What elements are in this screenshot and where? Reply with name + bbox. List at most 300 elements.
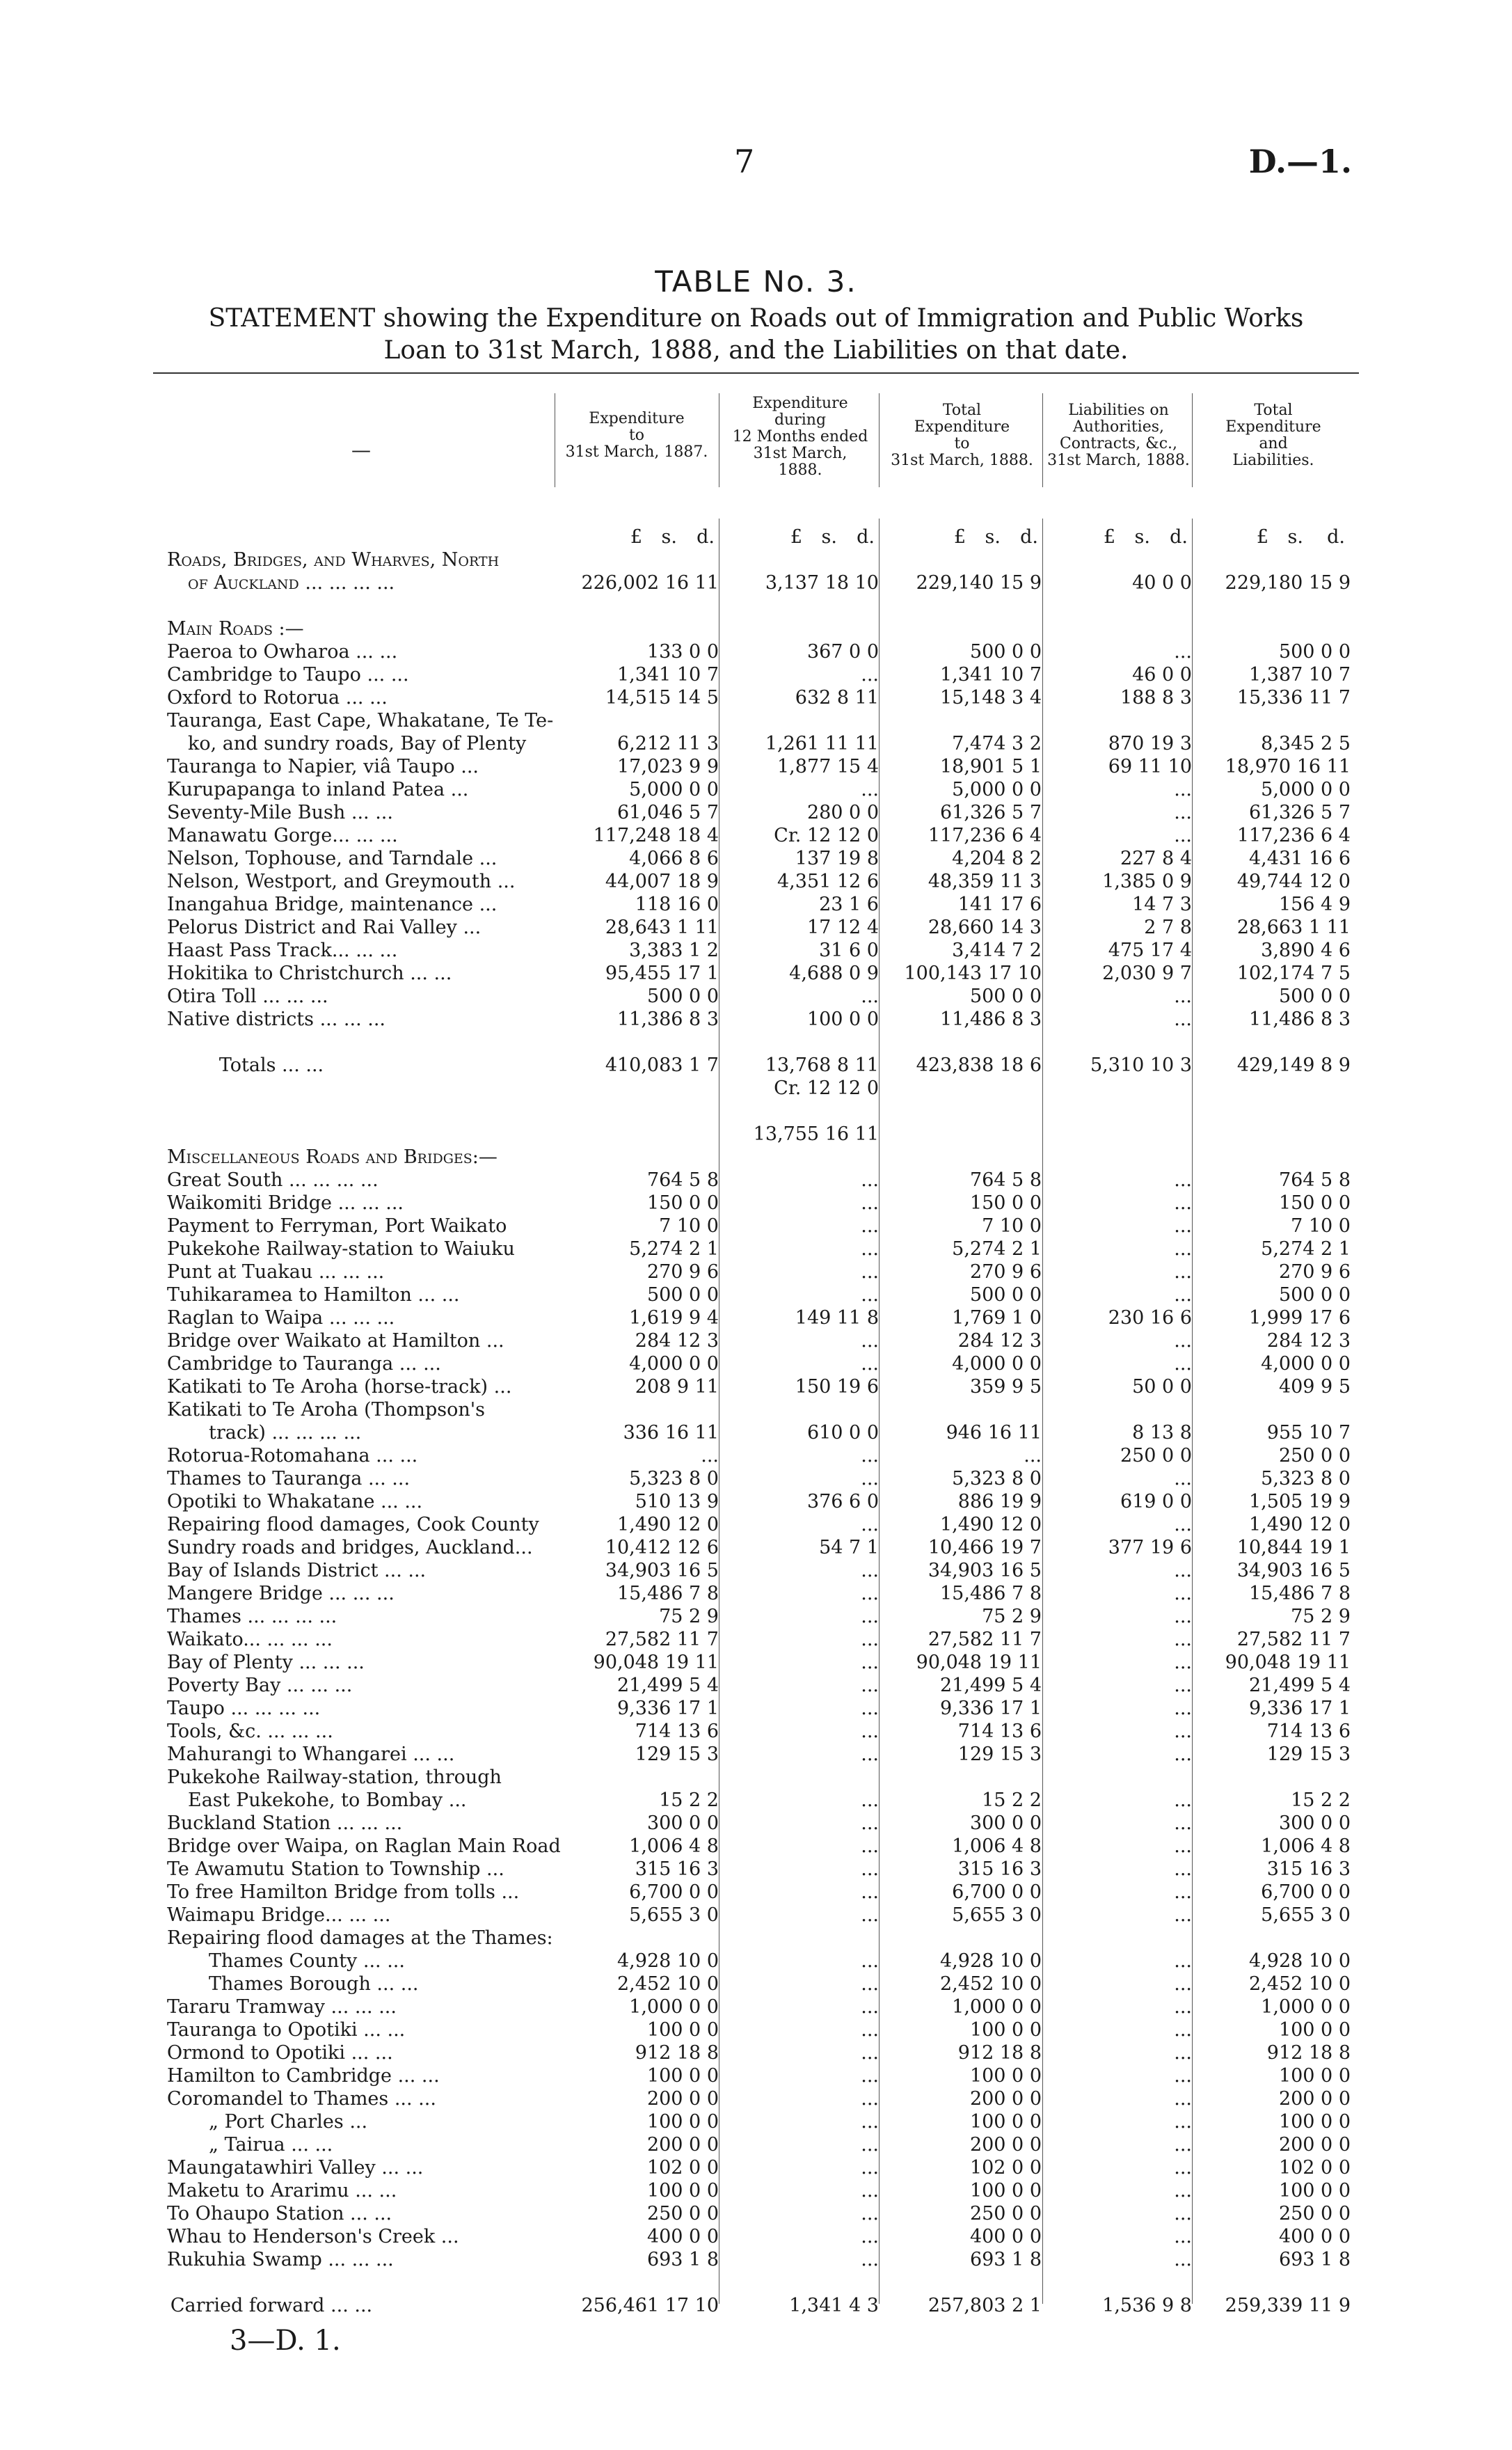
amount-c3: 61,326 5 7 (940, 802, 1042, 823)
row-description: Nelson, Tophouse, and Tarndale ... (167, 848, 498, 869)
pound-unit: £ (790, 526, 802, 548)
amount-c4: ... (1174, 1881, 1192, 1903)
amount-c2: ... (861, 1675, 879, 1696)
amount-c4: 377 19 6 (1108, 1537, 1192, 1558)
amount-c2: 1,261 11 11 (765, 733, 879, 754)
amount-c2: Cr. 12 12 0 (774, 1077, 879, 1099)
table-row (0, 985, 1512, 1008)
header-line: 31st March, (753, 445, 847, 462)
amount-c3: 4,204 8 2 (952, 848, 1042, 869)
amount-c2: ... (861, 2065, 879, 2087)
amount-c2: ... (861, 2157, 879, 2179)
amount-c2: ... (861, 1606, 879, 1627)
table-row (0, 2133, 1512, 2156)
amount-c4: ... (1174, 1835, 1192, 1857)
amount-c1: 100 0 0 (646, 2111, 719, 2133)
amount-c2: ... (861, 1996, 879, 2018)
amount-c3: 100 0 0 (969, 2111, 1042, 2133)
row-description: Cambridge to Taupo ... ... (167, 664, 409, 686)
table-row (0, 1743, 1512, 1766)
amount-c4: ... (1174, 1238, 1192, 1260)
statement-line-1: STATEMENT showing the Expenditure on Roads out of Immigration and Public Works (208, 304, 1304, 333)
amount-c3: 5,000 0 0 (952, 779, 1042, 800)
amount-c1: 336 16 11 (623, 1422, 719, 1444)
row-description: of Auckland ... ... ... ... (188, 572, 395, 594)
amount-c4: 227 8 4 (1120, 848, 1192, 869)
header-line: and (1259, 435, 1288, 452)
amount-c5: 117,236 6 4 (1236, 825, 1351, 846)
amount-c5: 955 10 7 (1266, 1422, 1351, 1444)
table-row (0, 2156, 1512, 2179)
table-row (0, 1536, 1512, 1559)
amount-c3: 129 15 3 (957, 1744, 1042, 1765)
amount-c5: 61,326 5 7 (1249, 802, 1351, 823)
row-description: Hokitika to Christchurch ... ... (167, 963, 452, 984)
row-description: Manawatu Gorge... ... ... (167, 825, 398, 846)
row-description: Repairing flood damages, Cook County (167, 1514, 539, 1535)
amount-c1: 4,066 8 6 (629, 848, 719, 869)
amount-c3: 11,486 8 3 (940, 1009, 1042, 1030)
row-description: Roads, Bridges, and Wharves, North (167, 549, 500, 571)
row-description: Ormond to Opotiki ... ... (167, 2042, 393, 2064)
amount-c4: 5,310 10 3 (1090, 1054, 1192, 1076)
amount-c2: ... (861, 1881, 879, 1903)
amount-c2: ... (861, 2134, 879, 2156)
amount-c1: 5,323 8 0 (629, 1468, 719, 1489)
statement-line-2: Loan to 31st March, 1888, and the Liabilities on that date. (383, 336, 1129, 365)
amount-c2: 100 0 0 (806, 1009, 879, 1030)
column-header-expenditure-12-months (720, 395, 880, 479)
amount-c1: 28,643 1 11 (605, 917, 719, 938)
row-description: Totals ... ... (218, 1054, 324, 1076)
table-row (0, 1467, 1512, 1490)
header-line: 31st March, 1888. (891, 452, 1033, 469)
amount-c2: ... (861, 1858, 879, 1880)
table-row (0, 824, 1512, 847)
amount-c2: ... (861, 779, 879, 800)
column-header-total-and-liabilities (1193, 402, 1353, 469)
row-description: Katikati to Te Aroha (Thompson's (167, 1399, 486, 1421)
amount-c1: 4,000 0 0 (629, 1353, 719, 1375)
pound-unit: £ (630, 526, 642, 548)
amount-c1: 250 0 0 (646, 2203, 719, 2224)
row-description: Tararu Tramway ... ... ... (167, 1996, 397, 2018)
amount-c1: 6,212 11 3 (617, 733, 719, 754)
table-row (0, 2064, 1512, 2087)
table-row (0, 594, 1512, 617)
row-description: Maungatawhiri Valley ... ... (167, 2157, 424, 2179)
amount-c3: 250 0 0 (969, 2203, 1042, 2224)
amount-c1: 912 18 8 (635, 2042, 719, 2064)
amount-c3: 21,499 5 4 (940, 1675, 1042, 1696)
amount-c5: 259,339 11 9 (1225, 2295, 1351, 2316)
amount-c2: 23 1 6 (819, 894, 879, 915)
amount-c5: 284 12 3 (1266, 1330, 1351, 1352)
amount-c1: 4,928 10 0 (617, 1950, 719, 1972)
amount-c5: 6,700 0 0 (1261, 1881, 1351, 1903)
table-row (0, 617, 1512, 640)
amount-c1: 315 16 3 (635, 1858, 719, 1880)
amount-c2: ... (861, 1744, 879, 1765)
heading-rule (153, 372, 1359, 374)
amount-c5: 3,890 4 6 (1261, 940, 1351, 961)
amount-c3: 100 0 0 (969, 2019, 1042, 2041)
amount-c4: 1,385 0 9 (1102, 871, 1192, 892)
amount-c2: 54 7 1 (819, 1537, 879, 1558)
amount-c4: 2,030 9 7 (1102, 963, 1192, 984)
table-row (0, 571, 1512, 594)
table-row (0, 1306, 1512, 1329)
amount-c5: 1,000 0 0 (1261, 1996, 1351, 2018)
table-row (0, 1674, 1512, 1697)
amount-c1: 117,248 18 4 (593, 825, 719, 846)
amount-c5: 7 10 0 (1291, 1215, 1351, 1237)
table-row (0, 2202, 1512, 2225)
amount-c5: 8,345 2 5 (1261, 733, 1351, 754)
row-description: „ Tairua ... ... (209, 2134, 333, 2156)
amount-c2: 150 19 6 (795, 1376, 879, 1398)
table-row (0, 1789, 1512, 1812)
header-line: Authorities, (1072, 418, 1165, 436)
amount-c5: 129 15 3 (1266, 1744, 1351, 1765)
amount-c2: ... (861, 2249, 879, 2270)
row-description: Inangahua Bridge, maintenance ... (167, 894, 498, 915)
amount-c2: ... (861, 1445, 879, 1467)
amount-c2: ... (861, 2042, 879, 2064)
amount-c4: 40 0 0 (1132, 572, 1192, 594)
amount-c5: 250 0 0 (1278, 2203, 1351, 2224)
amount-c3: 229,140 15 9 (916, 572, 1042, 594)
amount-c1: 61,046 5 7 (617, 802, 719, 823)
header-line: to (954, 435, 970, 452)
amount-c2: 4,351 12 6 (777, 871, 879, 892)
row-description: track) ... ... ... ... (209, 1422, 362, 1444)
row-description: Haast Pass Track... ... ... (167, 940, 398, 961)
amount-c1: 17,023 9 9 (617, 756, 719, 777)
header-line: to (628, 427, 645, 444)
table-row (0, 1582, 1512, 1605)
amount-c1: 15 2 2 (659, 1789, 719, 1811)
header-line: 31st March, 1888. (1047, 452, 1190, 469)
column-header-liabilities (1044, 402, 1193, 469)
amount-c2: 367 0 0 (806, 641, 879, 663)
amount-c3: 7,474 3 2 (952, 733, 1042, 754)
amount-c3: 100 0 0 (969, 2065, 1042, 2087)
row-description: Oxford to Rotorua ... ... (167, 687, 388, 709)
amount-c4: ... (1174, 1560, 1192, 1581)
row-description: ko, and sundry roads, Bay of Plenty (188, 733, 527, 754)
amount-c4: ... (1174, 1606, 1192, 1627)
amount-c5: 714 13 6 (1266, 1721, 1351, 1742)
pence-unit: d. (1327, 526, 1345, 548)
amount-c5: 250 0 0 (1278, 1445, 1351, 1467)
amount-c3: 48,359 11 3 (928, 871, 1042, 892)
amount-c5: 5,000 0 0 (1261, 779, 1351, 800)
pence-unit: d. (1170, 526, 1188, 548)
table-row (0, 1054, 1512, 1077)
amount-c4: 230 16 6 (1108, 1307, 1192, 1329)
table-row (0, 1651, 1512, 1674)
amount-c4: ... (1174, 1284, 1192, 1306)
amount-c3: 315 16 3 (957, 1858, 1042, 1880)
table-row (0, 1238, 1512, 1260)
header-line: Total (1254, 402, 1293, 419)
row-description: Hamilton to Cambridge ... ... (167, 2065, 440, 2087)
amount-c1: 5,274 2 1 (629, 1238, 719, 1260)
amount-c1: 284 12 3 (635, 1330, 719, 1352)
table-row (0, 1123, 1512, 1146)
amount-c5: 49,744 12 0 (1236, 871, 1351, 892)
amount-c2: 610 0 0 (806, 1422, 879, 1444)
amount-c5: 100 0 0 (1278, 2019, 1351, 2041)
header-line: 31st March, 1887. (565, 443, 708, 461)
amount-c1: 44,007 18 9 (605, 871, 719, 892)
amount-c2: 1,877 15 4 (777, 756, 879, 777)
amount-c1: 1,341 10 7 (617, 664, 719, 686)
row-description: Sundry roads and bridges, Auckland... (167, 1537, 533, 1558)
row-description: Kurupapanga to inland Patea ... (167, 779, 469, 800)
row-description: Seventy-Mile Bush ... ... (167, 802, 393, 823)
amount-c2: ... (861, 1284, 879, 1306)
amount-c5: 5,323 8 0 (1261, 1468, 1351, 1489)
row-description: Paeroa to Owharoa ... ... (167, 641, 398, 663)
amount-c3: 15,486 7 8 (940, 1583, 1042, 1604)
amount-c3: 886 19 9 (957, 1491, 1042, 1512)
row-description: Pukekohe Railway-station to Waiuku (167, 1238, 515, 1260)
amount-c3: 3,414 7 2 (952, 940, 1042, 961)
amount-c1: 10,412 12 6 (605, 1537, 719, 1558)
header-line: Expenditure (752, 395, 848, 412)
amount-c1: 500 0 0 (646, 986, 719, 1007)
amount-c2: ... (861, 1192, 879, 1214)
amount-c2: ... (861, 1215, 879, 1237)
row-description: Poverty Bay ... ... ... (167, 1675, 353, 1696)
amount-c5: 1,999 17 6 (1249, 1307, 1351, 1329)
amount-c2: ... (861, 986, 879, 1007)
table-row (0, 1375, 1512, 1398)
amount-c4: ... (1174, 2249, 1192, 2270)
amount-c1: 27,582 11 7 (605, 1629, 719, 1650)
amount-c1: 7 10 0 (659, 1215, 719, 1237)
amount-c3: 15,148 3 4 (940, 687, 1042, 709)
row-description: Katikati to Te Aroha (horse-track) ... (167, 1376, 512, 1398)
header-line: Liabilities. (1232, 452, 1314, 469)
column-divider (879, 393, 880, 487)
amount-c1: 1,619 9 4 (629, 1307, 719, 1329)
row-description: Waimapu Bridge... ... ... (167, 1904, 391, 1926)
amount-c4: ... (1174, 1996, 1192, 2018)
table-row (0, 1904, 1512, 1927)
amount-c1: 693 1 8 (646, 2249, 719, 2270)
table-row (0, 2179, 1512, 2202)
amount-c5: 1,505 19 9 (1249, 1491, 1351, 1512)
row-description: Rukuhia Swamp ... ... ... (167, 2249, 394, 2270)
amount-c5: 102 0 0 (1278, 2157, 1351, 2179)
row-description: Carried forward ... ... (170, 2295, 373, 2316)
amount-c5: 409 9 5 (1278, 1376, 1351, 1398)
amount-c3: 946 16 11 (946, 1422, 1042, 1444)
table-row (0, 1697, 1512, 1720)
amount-c4: ... (1174, 2088, 1192, 2110)
amount-c2: 13,768 8 11 (765, 1054, 879, 1076)
amount-c3: 714 13 6 (957, 1721, 1042, 1742)
amount-c3: 5,655 3 0 (952, 1904, 1042, 1926)
header-line: during (774, 411, 827, 429)
row-description: Te Awamutu Station to Township ... (167, 1858, 504, 1880)
amount-c1: 129 15 3 (635, 1744, 719, 1765)
row-description: Tauranga to Napier, viâ Taupo ... (167, 756, 479, 777)
amount-c5: 9,336 17 1 (1249, 1698, 1351, 1719)
amount-c2: 137 19 8 (795, 848, 879, 869)
amount-c3: 90,048 19 11 (916, 1652, 1042, 1673)
amount-c4: ... (1174, 2042, 1192, 2064)
header-line: Expenditure (914, 418, 1010, 436)
amount-c4: ... (1174, 1629, 1192, 1650)
table-row (0, 1858, 1512, 1881)
row-description: Opotiki to Whakatane ... ... (167, 1491, 423, 1512)
table-row (0, 1559, 1512, 1582)
amount-c3: 117,236 6 4 (928, 825, 1042, 846)
pence-unit: d. (1020, 526, 1038, 548)
amount-c4: 475 17 4 (1108, 940, 1192, 961)
column-divider (1042, 393, 1043, 487)
row-description: Pelorus District and Rai Valley ... (167, 917, 482, 938)
amount-c4: ... (1174, 1789, 1192, 1811)
amount-c4: ... (1174, 1858, 1192, 1880)
amount-c3: 500 0 0 (969, 641, 1042, 663)
pound-unit: £ (1103, 526, 1115, 548)
amount-c5: 200 0 0 (1278, 2134, 1351, 2156)
shilling-unit: s. (985, 526, 1001, 548)
table-row (0, 1398, 1512, 1421)
amount-c4: ... (1174, 1192, 1192, 1214)
amount-c1: 75 2 9 (659, 1606, 719, 1627)
amount-c3: 257,803 2 1 (928, 2295, 1042, 2316)
amount-c1: 11,386 8 3 (617, 1009, 719, 1030)
amount-c4: ... (1174, 1009, 1192, 1030)
amount-c3: 284 12 3 (957, 1330, 1042, 1352)
amount-c4: ... (1174, 986, 1192, 1007)
amount-c3: 141 17 6 (957, 894, 1042, 915)
amount-c2: 4,688 0 9 (789, 963, 879, 984)
amount-c4: ... (1174, 1514, 1192, 1535)
table-row (0, 1169, 1512, 1192)
amount-c4: ... (1174, 2203, 1192, 2224)
amount-c2: 149 11 8 (795, 1307, 879, 1329)
amount-c3: 15 2 2 (982, 1789, 1042, 1811)
header-line: Expenditure (589, 410, 685, 427)
table-row (0, 2110, 1512, 2133)
amount-c5: 156 4 9 (1278, 894, 1351, 915)
amount-c1: 500 0 0 (646, 1284, 719, 1306)
row-description: Nelson, Westport, and Greymouth ... (167, 871, 516, 892)
amount-c3: 764 5 8 (969, 1169, 1042, 1191)
amount-c1: 9,336 17 1 (617, 1698, 719, 1719)
row-description: Bridge over Waikato at Hamilton ... (167, 1330, 504, 1352)
amount-c4: ... (1174, 1698, 1192, 1719)
row-description: To free Hamilton Bridge from tolls ... (167, 1881, 520, 1903)
table-row (0, 732, 1512, 755)
row-description: Otira Toll ... ... ... (167, 986, 328, 1007)
amount-c5: 2,452 10 0 (1249, 1973, 1351, 1995)
amount-c4: ... (1174, 1261, 1192, 1283)
amount-c4: 619 0 0 (1120, 1491, 1192, 1512)
table-row (0, 1008, 1512, 1031)
table-row (0, 1444, 1512, 1467)
amount-c4: ... (1174, 2134, 1192, 2156)
table-row (0, 1146, 1512, 1169)
amount-c3: 359 9 5 (969, 1376, 1042, 1398)
shilling-unit: s. (821, 526, 837, 548)
amount-c3: 912 18 8 (957, 2042, 1042, 2064)
amount-c1: 95,455 17 1 (605, 963, 719, 984)
row-description: Punt at Tuakau ... ... ... (167, 1261, 385, 1283)
amount-c2: ... (861, 2019, 879, 2041)
amount-c3: 1,000 0 0 (952, 1996, 1042, 2018)
amount-c5: 912 18 8 (1266, 2042, 1351, 2064)
amount-c3: 1,490 12 0 (940, 1514, 1042, 1535)
row-description: Payment to Ferryman, Port Waikato (167, 1215, 507, 1237)
amount-c5: 21,499 5 4 (1249, 1675, 1351, 1696)
table-row (0, 778, 1512, 801)
amount-c4: ... (1174, 1973, 1192, 1995)
statement-heading (139, 303, 1373, 367)
header-line: Expenditure (1225, 418, 1321, 436)
amount-c4: ... (1174, 1215, 1192, 1237)
amount-c4: 46 0 0 (1132, 664, 1192, 686)
amount-c5: 500 0 0 (1278, 1284, 1351, 1306)
amount-c3: 5,323 8 0 (952, 1468, 1042, 1489)
amount-c2: ... (861, 2180, 879, 2202)
amount-c4: ... (1174, 2019, 1192, 2041)
amount-c3: 500 0 0 (969, 1284, 1042, 1306)
amount-c3: 270 9 6 (969, 1261, 1042, 1283)
amount-c5: 18,970 16 11 (1225, 756, 1351, 777)
table-row (0, 1766, 1512, 1789)
header-line: Total (942, 402, 982, 419)
amount-c2: 280 0 0 (806, 802, 879, 823)
row-description: Thames ... ... ... ... (167, 1606, 337, 1627)
row-description: Bay of Islands District ... ... (167, 1560, 427, 1581)
amount-c2: 3,137 18 10 (765, 572, 879, 594)
amount-c2: ... (861, 1835, 879, 1857)
amount-c1: 90,048 19 11 (593, 1652, 719, 1673)
amount-c4: ... (1174, 1950, 1192, 1972)
footer-reference: 3—D. 1. (230, 2325, 341, 2357)
amount-c4: 250 0 0 (1120, 1445, 1192, 1467)
table-row (0, 1352, 1512, 1375)
amount-c3: 5,274 2 1 (952, 1238, 1042, 1260)
table-row (0, 1927, 1512, 1950)
amount-c5: 100 0 0 (1278, 2111, 1351, 2133)
table-row (0, 640, 1512, 663)
amount-c4: 2 7 8 (1144, 917, 1192, 938)
amount-c3: 27,582 11 7 (928, 1629, 1042, 1650)
table-row (0, 1835, 1512, 1858)
amount-c5: 270 9 6 (1278, 1261, 1351, 1283)
pence-unit: d. (857, 526, 875, 548)
shilling-unit: s. (661, 526, 677, 548)
amount-c3: 200 0 0 (969, 2134, 1042, 2156)
page-number: 7 (734, 143, 755, 180)
table-row (0, 1421, 1512, 1444)
amount-c1: 21,499 5 4 (617, 1675, 719, 1696)
table-row (0, 709, 1512, 732)
amount-c2: ... (861, 1789, 879, 1811)
row-description: Repairing flood damages at the Thames: (167, 1927, 553, 1949)
amount-c1: 150 0 0 (646, 1192, 719, 1214)
table-row (0, 1950, 1512, 1973)
